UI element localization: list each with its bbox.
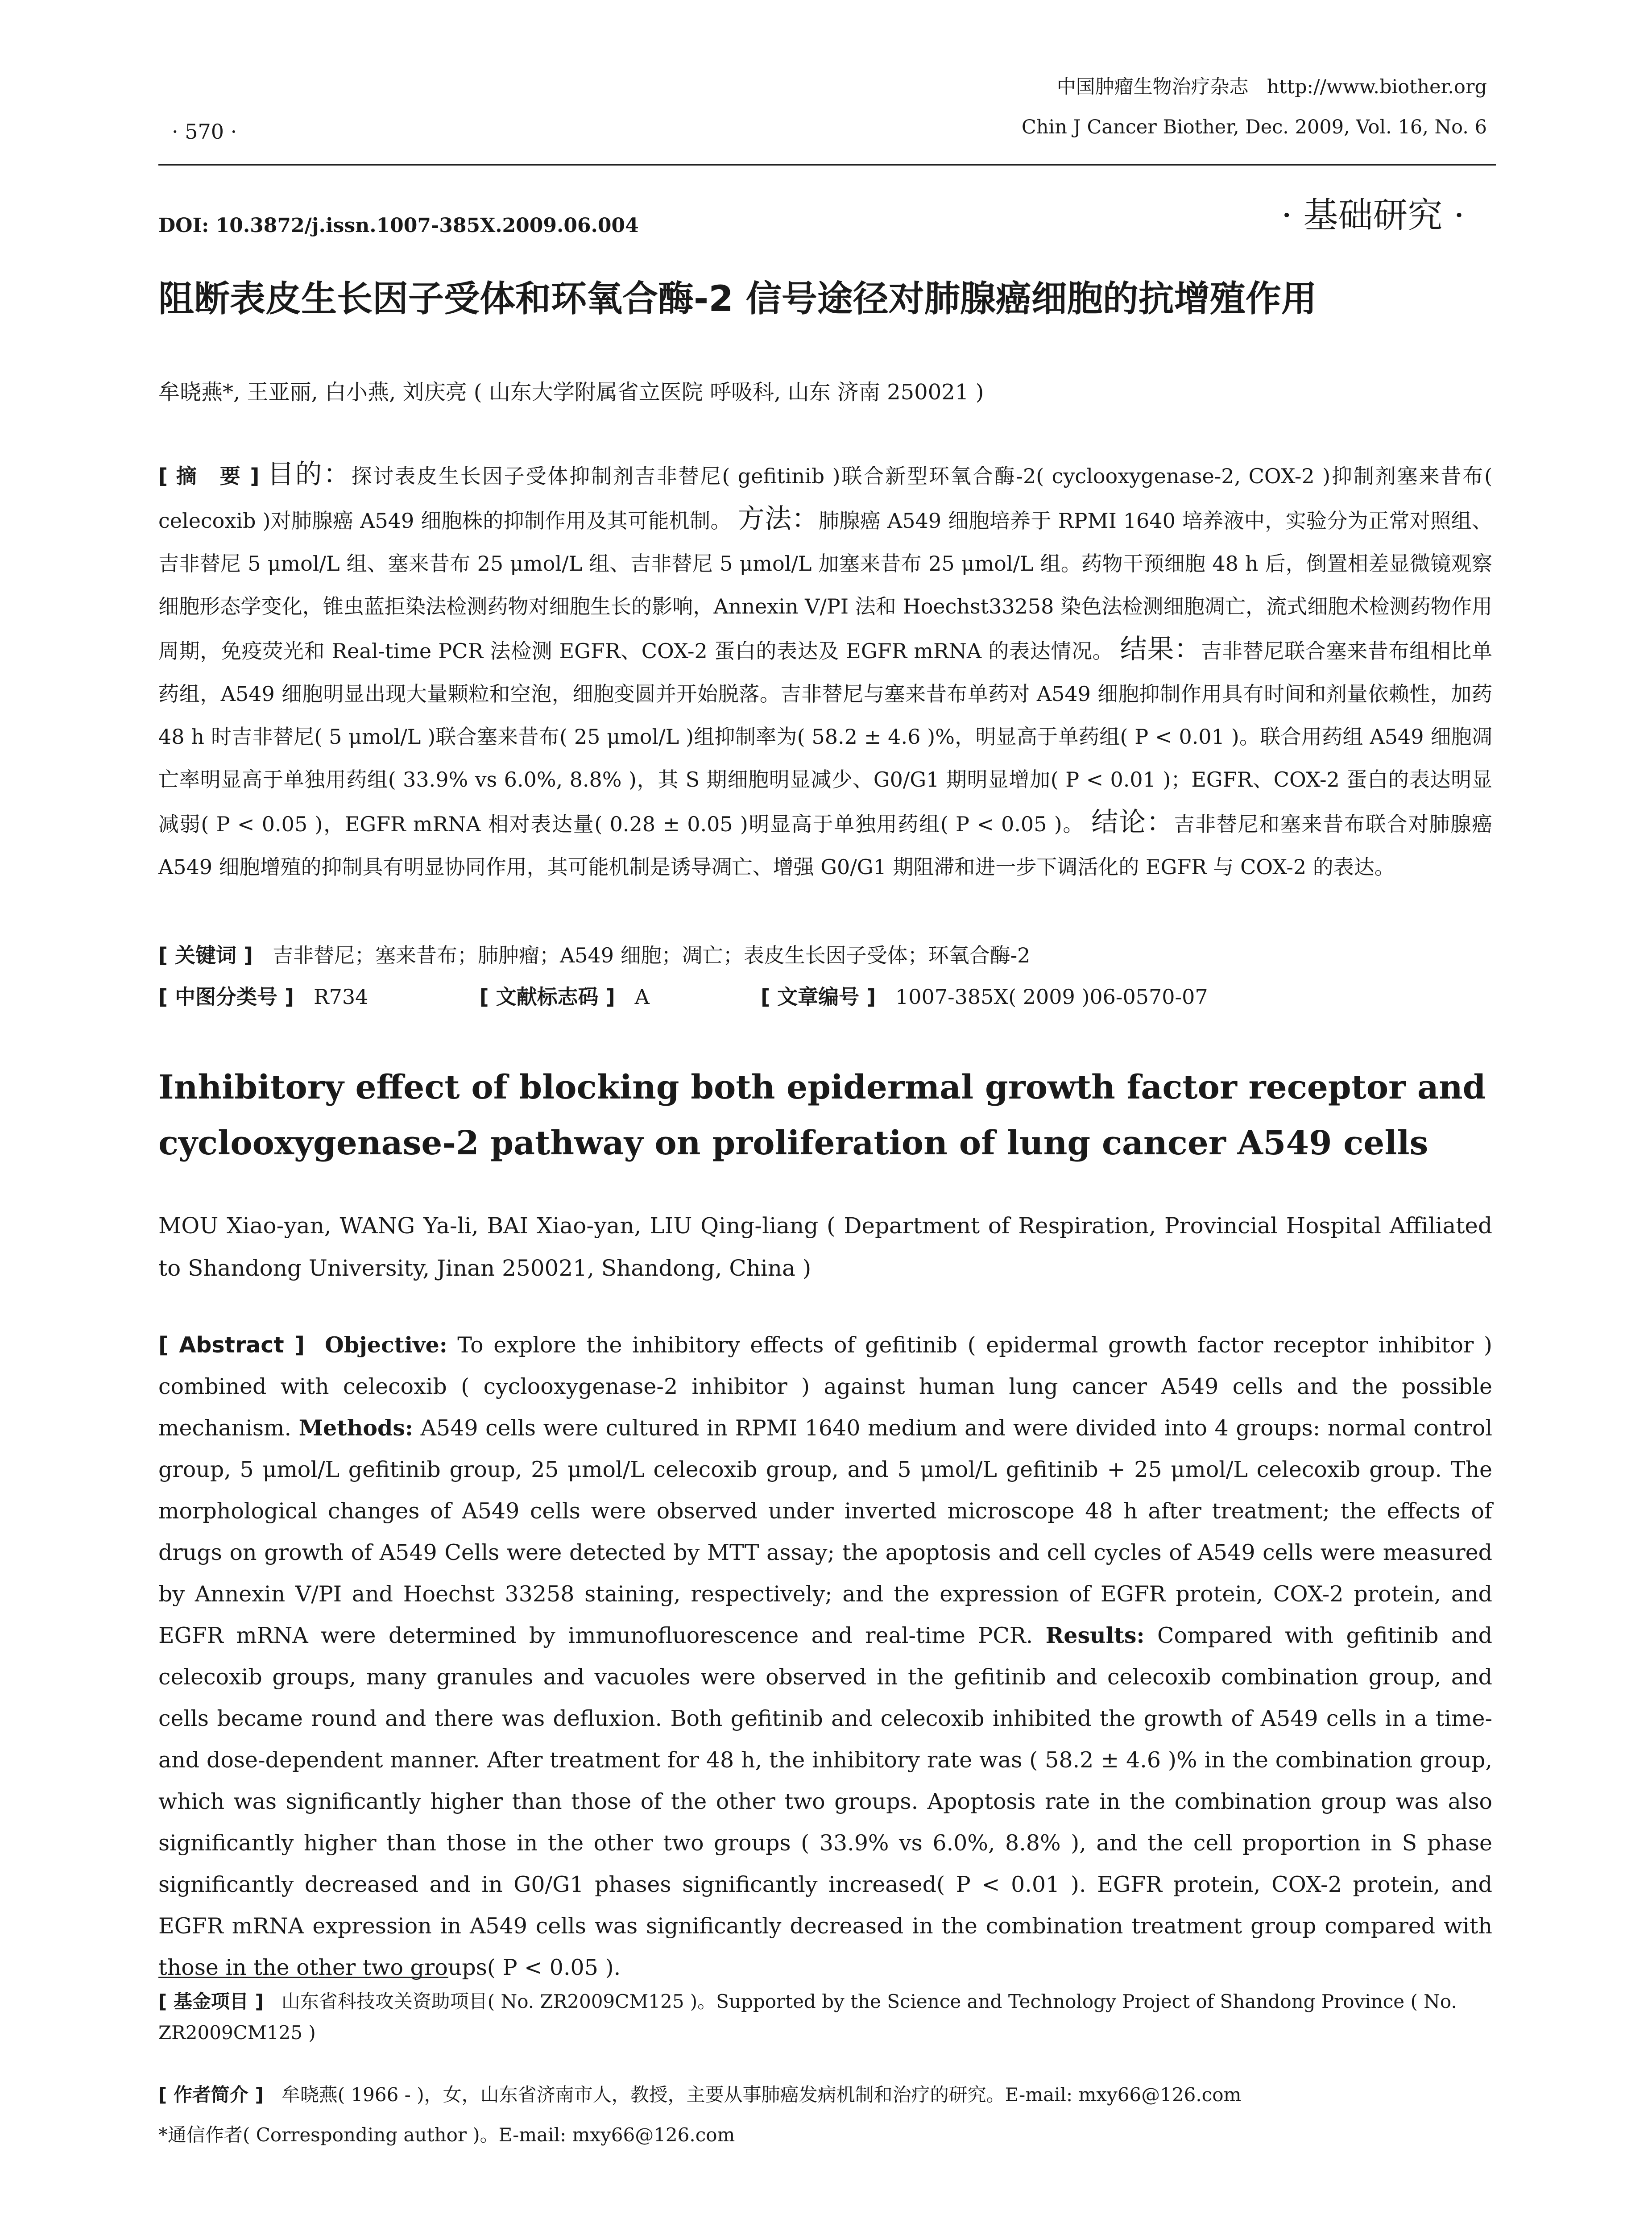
objective-en: To explore the inhibitory effects of gefitinib ( epidermal growth factor receptor inhibitor ) combined with celecoxib ( cyclooxygenase-2 inhibitor ) against human lung cancer A549 cells and the possible mechanism.: [158, 1332, 1492, 1441]
abstract-zh: [158, 453, 1492, 888]
page-number: · 570 ·: [172, 120, 237, 144]
doi[interactable]: DOI: 10.3872/j.issn.1007-385X.2009.06.004: [158, 214, 639, 237]
results-label-en: Results:: [1045, 1622, 1145, 1648]
header-divider: [158, 164, 1496, 166]
footnote-fund: [158, 1977, 1492, 2049]
doc-code-label: [ 文献标志码 ]: [479, 985, 615, 1009]
section-label: · 基础研究 ·: [1281, 195, 1465, 236]
journal-url[interactable]: http://www.biother.org: [1267, 76, 1487, 98]
clc-label: [ 中图分类号 ]: [158, 985, 294, 1009]
methods-label-en: Methods:: [298, 1415, 413, 1441]
footnote-corresponding: *通信作者( Corresponding author )。E-mail: mxy66@126.com: [158, 2124, 735, 2146]
footnote-author: [158, 2079, 1492, 2111]
journal-citation: Chin J Cancer Biother, Dec. 2009, Vol. 16, No. 6: [1021, 116, 1487, 138]
article-no-value: 1007-385X( 2009 )06-0570-07: [895, 985, 1208, 1009]
author-bio-text: 牟晓燕( 1966 - )，女，山东省济南市人，教授，主要从事肺癌发病机制和治疗的研究。E-mail: mxy66@126.com: [281, 2084, 1242, 2106]
objective-label-zh: 目的：: [267, 459, 352, 490]
authors-zh: 牟晓燕*, 王亚丽, 白小燕, 刘庆亮 ( 山东大学附属省立医院 呼吸科, 山东 济南 250021 ): [158, 380, 984, 405]
results-label-zh: 结果：: [1120, 634, 1201, 665]
fund-label: [ 基金项目 ]: [158, 1990, 264, 2012]
title-en: Inhibitory effect of blocking both epidermal growth factor receptor and cyclooxygenase-2 pathway on proliferation of lung cancer A549 cells: [158, 1068, 1486, 1162]
keywords-zh: [158, 939, 1492, 969]
results-en: Compared with gefitinib and celecoxib groups, many granules and vacuoles were observed in the gefitinib and celecoxib combination group, and cells became round and there was defluxion. Both gefitinib and celecoxib inhibited the growth of A549 cells in a time- and dose-dependent manner. After treatment for 48 h, the inhibitory rate was ( 58.2 ± 4.6 )% in the combination group, which was significantly higher than those of the other two groups. Apoptosis rate in the combination group was also significantly higher than those in the other two groups ( 33.9% vs 6.0%, 8.8% ), and the cell proportion in S phase significantly decreased and in G0/G1 phases significantly increased( P < 0.01 ). EGFR protein, COX-2 protein, and EGFR mRNA expression in A549 cells was significantly decreased in the combination treatment group compared with those in the other two groups( P < 0.05 ).: [158, 1623, 1492, 1980]
classification-line: [158, 981, 1492, 1010]
conclusion-zh: 吉非替尼和塞来昔布联合对肺腺癌 A549 细胞增殖的抑制具有明显协同作用，其可能机制是诱导凋亡、增强 G0/G1 期阻滞和进一步下调活化的 EGFR 与 COX-2 的表达。: [158, 812, 1493, 879]
methods-zh: 肺腺癌 A549 细胞培养于 RPMI 1640 培养液中，实验分为正常对照组、吉非替尼 5 μmol/L 组、塞来昔布 25 μmol/L 组、吉非替尼 5 μmol/L 加塞来昔布 25 μmol/L 组。药物干预细胞 48 h 后，倒置相差显微镜观察细胞形态学变化，锥虫蓝拒染法检测药物对细胞生长的影响，Annexin V/PI 法和 Hoechst33258 染色法检测细胞凋亡，流式细胞术检测药物作用周期，免疫荧光和 Real-time PCR 法检测 EGFR、COX-2 蛋白的表达及 EGFR mRNA 的表达情况。: [158, 509, 1493, 663]
footnote-rule: [158, 1977, 448, 1978]
fund-text: 山东省科技攻关资助项目( No. ZR2009CM125 )。Supported by the Science and Technology Project of Shandong Province ( No. ZR2009CM125 ): [158, 1990, 1457, 2044]
methods-en: A549 cells were cultured in RPMI 1640 medium and were divided into 4 groups: normal control group, 5 μmol/L gefitinib group, 25 μmol/L celecoxib group, and 5 μmol/L gefitinib + 25 μmol/L celecoxib group. The morphological changes of A549 cells were observed under inverted microscope 48 h after treatment; the effects of drugs on growth of A549 Cells were detected by MTT assay; the apoptosis and cell cycles of A549 cells were measured by Annexin V/PI and Hoechst 33258 staining, respectively; and the expression of EGFR protein, COX-2 protein, and EGFR mRNA were determined by immunofluorescence and real-time PCR.: [158, 1415, 1493, 1648]
abstract-zh-label: [ 摘 要 ]: [158, 464, 260, 488]
author-bio-label: [ 作者简介 ]: [158, 2084, 264, 2106]
objective-label-en: Objective:: [325, 1332, 447, 1358]
results-zh: 吉非替尼联合塞来昔布组相比单药组，A549 细胞明显出现大量颗粒和空泡，细胞变圆并开始脱落。吉非替尼与塞来昔布单药对 A549 细胞抑制作用具有时间和剂量依赖性，加药 48 h 时吉非替尼( 5 μmol/L )联合塞来昔布( 25 μmol/L )组抑制率为( 58.2 ± 4.6 )%，明显高于单药组( P < 0.01 )。联合用药组 A549 细胞凋亡率明显高于单独用药组( 33.9% vs 6.0%, 8.8% )，其 S 期细胞明显减少、G0/G1 期明显增加( P < 0.01 )；EGFR、COX-2 蛋白的表达明显减弱( P < 0.05 )，EGFR mRNA 相对表达量( 0.28 ± 0.05 )明显高于单独用药组( P < 0.05 )。: [158, 639, 1493, 836]
conclusion-label-zh: 结论：: [1091, 807, 1174, 838]
title-zh: 阻断表皮生长因子受体和环氧合酶-2 信号途径对肺腺癌细胞的抗增殖作用: [158, 278, 1317, 319]
abstract-en-label: [ Abstract ]: [158, 1332, 305, 1358]
keywords-label: [ 关键词 ]: [158, 943, 253, 967]
authors-en: MOU Xiao-yan, WANG Ya-li, BAI Xiao-yan, LIU Qing-liang ( Department of Respiration, Provincial Hospital Affiliated to Shandong University, Jinan 250021, Shandong, China ): [158, 1213, 1492, 1281]
objective-zh: 探讨表皮生长因子受体抑制剂吉非替尼( gefitinib )联合新型环氧合酶-2( cyclooxygenase-2, COX-2 )抑制剂塞来昔布( celecoxib )对肺腺癌 A549 细胞株的抑制作用及其可能机制。: [158, 464, 1493, 533]
running-header: [729, 67, 1487, 147]
methods-label-zh: 方法：: [737, 503, 819, 535]
doc-code-value: A: [634, 985, 650, 1009]
clc-value: R734: [313, 985, 368, 1009]
keywords-value: 吉非替尼；塞来昔布；肺肿瘤；A549 细胞；凋亡；表皮生长因子受体；环氧合酶-2: [272, 943, 1031, 967]
abstract-en: [158, 1324, 1492, 1988]
journal-name-zh: 中国肿瘤生物治疗杂志: [1056, 76, 1249, 98]
article-no-label: [ 文章编号 ]: [761, 985, 876, 1009]
